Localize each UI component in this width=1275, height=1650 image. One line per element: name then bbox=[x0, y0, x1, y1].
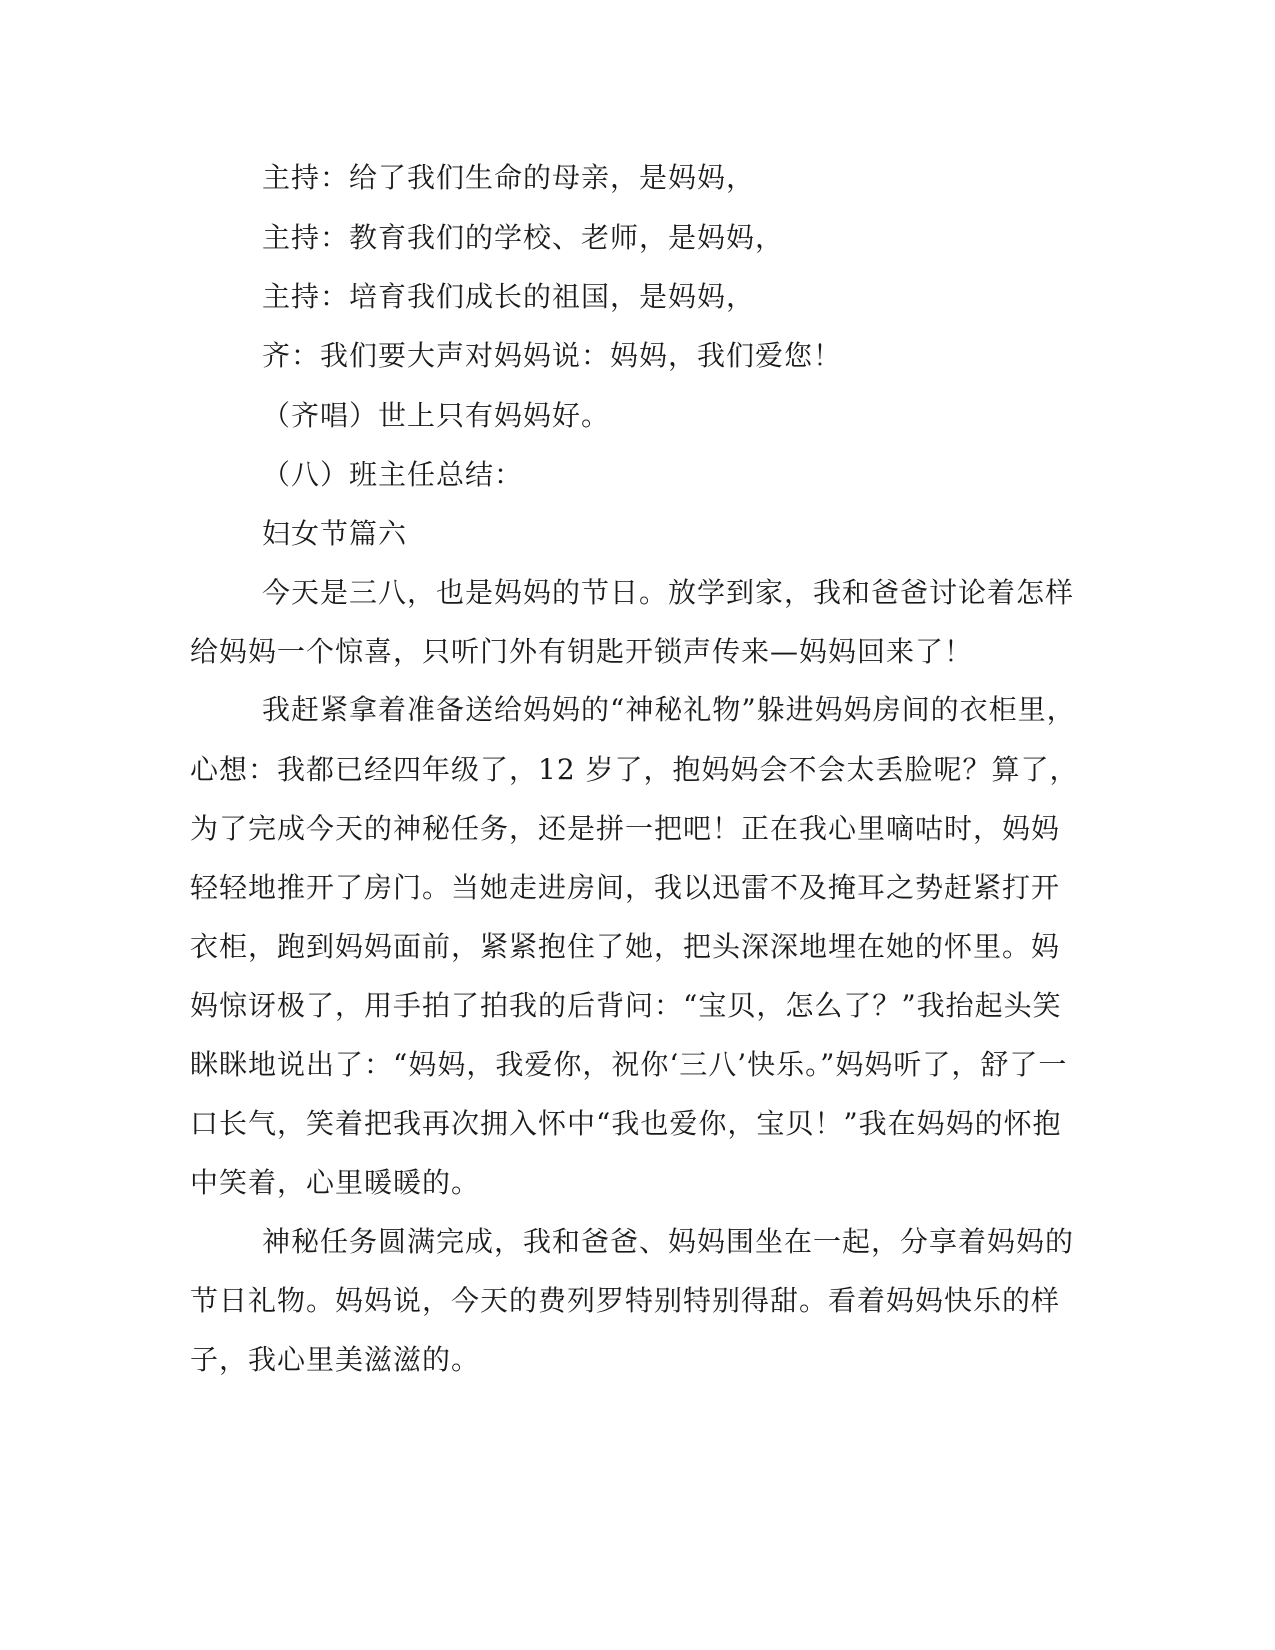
paragraph-3-line-2: 节日礼物。妈妈说，今天的费列罗特别特别得甜。看着妈妈快乐的样 bbox=[190, 1284, 1061, 1317]
paragraph-2-line-8: 口长气，笑着把我再次拥入怀中“我也爱你，宝贝！”我在妈妈的怀抱 bbox=[190, 1107, 1062, 1140]
paragraph-1-line-2: 给妈妈一个惊喜，只听门外有钥匙开锁声传来—妈妈回来了！ bbox=[190, 635, 974, 668]
paragraph-2-line-2: 心想：我都已经四年级了，12 岁了，抱妈妈会不会太丢脸呢？算了， bbox=[190, 753, 1079, 786]
paragraph-2-line-7: 眯眯地说出了：“妈妈，我爱你，祝你‘三八’快乐。”妈妈听了，舒了一 bbox=[190, 1048, 1068, 1081]
paragraph-2-line-6: 妈惊讶极了，用手拍了拍我的后背问：“宝贝，怎么了？”我抬起头笑 bbox=[190, 989, 1062, 1022]
paragraph-2-line-1: 我赶紧拿着准备送给妈妈的“神秘礼物”躲进妈妈房间的衣柜里， bbox=[262, 693, 1076, 726]
paragraph-3-line-1: 神秘任务圆满完成，我和爸爸、妈妈围坐在一起，分享着妈妈的 bbox=[262, 1225, 1075, 1258]
paragraph-1-line-1: 今天是三八，也是妈妈的节日。放学到家，我和爸爸讨论着怎样 bbox=[262, 576, 1075, 609]
paragraph-3-line-3: 子，我心里美滋滋的。 bbox=[190, 1343, 481, 1376]
paragraph-2-line-9: 中笑着，心里暖暖的。 bbox=[190, 1166, 481, 1199]
song-line: （齐唱）世上只有妈妈好。 bbox=[262, 399, 611, 432]
host-line-2: 主持：教育我们的学校、老师，是妈妈， bbox=[262, 221, 785, 254]
paragraph-2-line-5: 衣柜，跑到妈妈面前，紧紧抱住了她，把头深深地埋在她的怀里。妈 bbox=[190, 930, 1061, 963]
host-line-1: 主持：给了我们生命的母亲，是妈妈， bbox=[262, 161, 756, 194]
teacher-summary-line: （八）班主任总结： bbox=[262, 458, 524, 491]
paragraph-2-line-3: 为了完成今天的神秘任务，还是拼一把吧！正在我心里嘀咕时，妈妈 bbox=[190, 812, 1061, 845]
section-heading: 妇女节篇六 bbox=[262, 517, 408, 550]
paragraph-2-line-4: 轻轻地推开了房门。当她走进房间，我以迅雷不及掩耳之势赶紧打开 bbox=[190, 871, 1061, 904]
host-line-3: 主持：培育我们成长的祖国，是妈妈， bbox=[262, 280, 756, 313]
chorus-line: 齐：我们要大声对妈妈说：妈妈，我们爱您！ bbox=[262, 339, 843, 372]
